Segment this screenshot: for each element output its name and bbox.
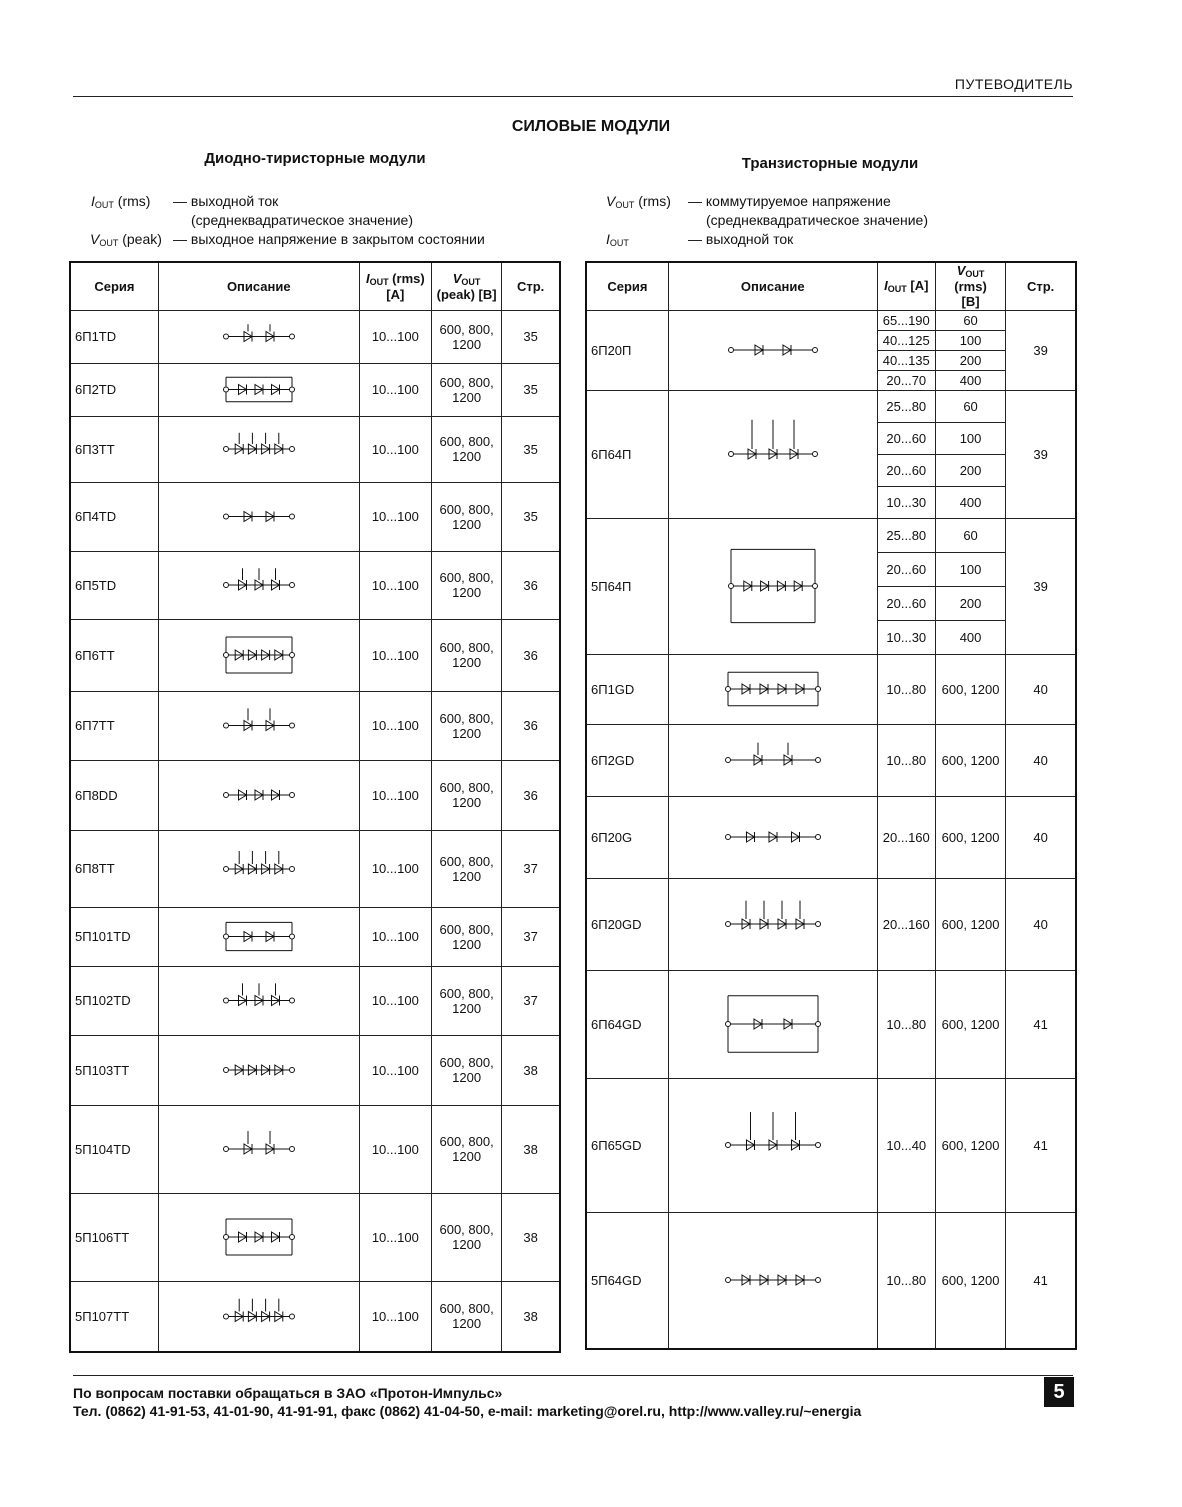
- series-cell: 6П2GD: [586, 724, 668, 796]
- series-cell: 6П20G: [586, 796, 668, 878]
- description-cell: [668, 310, 877, 390]
- footer: [73, 1375, 1073, 1420]
- vout-cell: 600, 800, 1200: [431, 363, 501, 416]
- vout-cell: 60: [935, 390, 1005, 422]
- vout-cell: 600, 800, 1200: [431, 1281, 501, 1352]
- description-cell: [668, 518, 877, 654]
- table-row: [586, 1212, 1076, 1349]
- page-cell: 39: [1006, 518, 1076, 654]
- vout-cell: 600, 800, 1200: [431, 1105, 501, 1193]
- description-cell: [158, 1281, 359, 1352]
- col-vout: $V_{OUT}$ (peak) [В]: [431, 262, 501, 310]
- table-row: [586, 654, 1076, 724]
- mosfet-half-bridge-schematic-icon: [669, 397, 877, 511]
- col-iout: $I_{OUT}$ (rms) [A]: [359, 262, 431, 310]
- iout-cell: 10...100: [359, 619, 431, 691]
- table-row: [586, 796, 1076, 878]
- iout-cell: 10...100: [359, 830, 431, 907]
- table-row: [586, 970, 1076, 1078]
- optocoupled-bridge-schematic-icon: [159, 1207, 359, 1267]
- page-cell: 40: [1006, 796, 1076, 878]
- description-cell: [668, 1078, 877, 1212]
- vout-cell: 600, 800, 1200: [431, 907, 501, 966]
- iout-cell: 10...30: [877, 620, 935, 654]
- table-row: [70, 482, 560, 551]
- optocoupled-schematic-icon: [159, 1041, 359, 1099]
- vout-cell: 600, 800, 1200: [431, 1193, 501, 1281]
- series-cell: 5П106TT: [70, 1193, 158, 1281]
- left-legend: $I_{OUT}$ (rms) — выходной ток (среднеквадратическое значение) $V_{OUT}$ (peak) — выходное напряжение в закрытом состоянии: [90, 193, 485, 248]
- col-description: Описание: [158, 262, 359, 310]
- series-cell: 6П6TT: [70, 619, 158, 691]
- description-cell: [158, 310, 359, 363]
- iout-cell: 65...190: [877, 310, 935, 330]
- iout-cell: 40...125: [877, 330, 935, 350]
- description-cell: [668, 970, 877, 1078]
- table-row: [70, 1281, 560, 1352]
- iout-cell: 20...160: [877, 878, 935, 970]
- series-cell: 6П8DD: [70, 760, 158, 830]
- bridge-schematic-icon: [159, 557, 359, 613]
- table-header-row: [586, 262, 1076, 310]
- series-cell: 5П64П: [586, 518, 668, 654]
- page-cell: 36: [502, 551, 560, 619]
- page-title: СИЛОВЫЕ МОДУЛИ: [511, 118, 671, 135]
- diode-thyristor-schematic-icon: [159, 316, 359, 357]
- page-cell: 35: [502, 482, 560, 551]
- page-number: 5: [1044, 1377, 1074, 1407]
- vout-cell: 100: [935, 422, 1005, 454]
- iout-cell: 10...30: [877, 486, 935, 518]
- page-cell: 38: [502, 1105, 560, 1193]
- description-cell: [158, 482, 359, 551]
- iout-cell: 10...80: [877, 1212, 935, 1349]
- page-cell: 38: [502, 1193, 560, 1281]
- vout-cell: 400: [935, 620, 1005, 654]
- series-cell: 6П5TD: [70, 551, 158, 619]
- vout-cell: 600, 800, 1200: [431, 1035, 501, 1105]
- table-row: [70, 907, 560, 966]
- description-cell: [668, 1212, 877, 1349]
- iout-cell: 10...100: [359, 760, 431, 830]
- iout-cell: 10...100: [359, 907, 431, 966]
- series-cell: 6П3TT: [70, 416, 158, 482]
- iout-cell: 10...100: [359, 363, 431, 416]
- vout-cell: 600, 800, 1200: [431, 691, 501, 760]
- page-cell: 36: [502, 691, 560, 760]
- vout-cell: 600, 1200: [935, 878, 1005, 970]
- vout-cell: 600, 800, 1200: [431, 830, 501, 907]
- series-cell: 5П104TD: [70, 1105, 158, 1193]
- series-cell: 5П101TD: [70, 907, 158, 966]
- vout-cell: 60: [935, 310, 1005, 330]
- optocoupled-three-phase-schematic-icon: [159, 1287, 359, 1346]
- iout-cell: 20...60: [877, 422, 935, 454]
- page-cell: 38: [502, 1035, 560, 1105]
- page-header: [73, 74, 1073, 97]
- iout-cell: 10...80: [877, 654, 935, 724]
- footer-phones: Тел. (0862) 41-91-53, 41-01-90, 41-91-91, факс (0862) 41-04-50, e-mail: marketing@orel.ru, http://www.valley.ru/~energia: [73, 1403, 862, 1419]
- series-cell: 6П64П: [586, 390, 668, 518]
- optocoupled-bridge-schematic-icon: [159, 1119, 359, 1179]
- iout-cell: 10...40: [877, 1078, 935, 1212]
- table-row: [70, 1035, 560, 1105]
- description-cell: [668, 724, 877, 796]
- series-cell: 6П65GD: [586, 1078, 668, 1212]
- description-cell: [668, 878, 877, 970]
- description-cell: [158, 907, 359, 966]
- right-subtitle: Транзисторные модули: [741, 155, 919, 172]
- iout-cell: 10...100: [359, 1281, 431, 1352]
- description-cell: [158, 691, 359, 760]
- table-row: [586, 390, 1076, 422]
- table-row: [586, 878, 1076, 970]
- description-cell: [158, 363, 359, 416]
- driver-mosfet-schematic-icon: [669, 525, 877, 647]
- series-cell: 6П1GD: [586, 654, 668, 724]
- table-row: [70, 691, 560, 760]
- igbt-three-phase-schematic-icon: [669, 1090, 877, 1200]
- igbt-diode-schematic-icon: [669, 731, 877, 789]
- page-cell: 38: [502, 1281, 560, 1352]
- series-cell: 6П2TD: [70, 363, 158, 416]
- vout-cell: 600, 1200: [935, 970, 1005, 1078]
- series-cell: 6П8TT: [70, 830, 158, 907]
- table-row: [586, 1078, 1076, 1212]
- vout-cell: 600, 800, 1200: [431, 760, 501, 830]
- series-cell: 5П107TT: [70, 1281, 158, 1352]
- series-cell: 6П1TD: [70, 310, 158, 363]
- series-cell: 5П103TT: [70, 1035, 158, 1105]
- table-row: [70, 830, 560, 907]
- section-label: ПУТЕВОДИТЕЛЬ: [954, 76, 1073, 92]
- description-cell: [158, 551, 359, 619]
- page-cell: 39: [1006, 390, 1076, 518]
- vout-cell: 600, 800, 1200: [431, 966, 501, 1035]
- description-cell: [158, 1105, 359, 1193]
- iout-cell: 20...60: [877, 454, 935, 486]
- table-row: [70, 619, 560, 691]
- vout-cell: 200: [935, 454, 1005, 486]
- iout-cell: 10...100: [359, 1035, 431, 1105]
- page-cell: 36: [502, 760, 560, 830]
- series-cell: 5П64GD: [586, 1212, 668, 1349]
- igbt-diode-schematic-icon: [669, 661, 877, 717]
- igbt-schematic-icon: [669, 803, 877, 871]
- table-row: [586, 310, 1076, 330]
- table-row: [70, 363, 560, 416]
- table-row: [70, 760, 560, 830]
- series-cell: 6П7TT: [70, 691, 158, 760]
- vout-cell: 60: [935, 518, 1005, 552]
- vout-cell: 600, 800, 1200: [431, 619, 501, 691]
- driver-igbt-schematic-icon: [669, 1225, 877, 1335]
- description-cell: [158, 760, 359, 830]
- col-vout: $V_{OUT}$ (rms) [В]: [935, 262, 1005, 310]
- page-cell: 35: [502, 416, 560, 482]
- mosfet-schematic-icon: [669, 317, 877, 383]
- transistor-table: [585, 261, 1077, 1350]
- page-cell: 35: [502, 363, 560, 416]
- three-phase-bridge-schematic-icon: [159, 839, 359, 899]
- iout-cell: 10...80: [877, 724, 935, 796]
- iout-cell: 25...80: [877, 518, 935, 552]
- vout-cell: 200: [935, 586, 1005, 620]
- optocoupled-schematic-icon: [159, 913, 359, 960]
- thyristor-pair-schematic-icon: [159, 422, 359, 476]
- page-cell: 41: [1006, 1078, 1076, 1212]
- vout-cell: 600, 1200: [935, 654, 1005, 724]
- description-cell: [158, 966, 359, 1035]
- vout-cell: 400: [935, 370, 1005, 390]
- iout-cell: 20...70: [877, 370, 935, 390]
- series-cell: 5П102TD: [70, 966, 158, 1035]
- col-series: Серия: [70, 262, 158, 310]
- col-iout: $I_{OUT}$ [A]: [877, 262, 935, 310]
- description-cell: [668, 654, 877, 724]
- optocoupled-schematic-icon: [159, 972, 359, 1029]
- page-cell: 37: [502, 907, 560, 966]
- iout-cell: 10...80: [877, 970, 935, 1078]
- table-row: [70, 310, 560, 363]
- iout-cell: 10...100: [359, 1105, 431, 1193]
- iout-cell: 20...60: [877, 586, 935, 620]
- iout-cell: 10...100: [359, 482, 431, 551]
- bridge-schematic-icon: [159, 625, 359, 685]
- three-phase-thyristor-schematic-icon: [159, 697, 359, 754]
- vout-cell: 200: [935, 350, 1005, 370]
- diode-thyristor-table: [69, 261, 561, 1353]
- vout-cell: 100: [935, 552, 1005, 586]
- vout-cell: 600, 1200: [935, 1212, 1005, 1349]
- col-page: Стр.: [502, 262, 560, 310]
- iout-cell: 10...100: [359, 691, 431, 760]
- page-cell: 41: [1006, 970, 1076, 1078]
- table-row: [70, 1105, 560, 1193]
- description-cell: [158, 619, 359, 691]
- table-row: [70, 416, 560, 482]
- table-row: [70, 551, 560, 619]
- table-row: [586, 724, 1076, 796]
- iout-cell: 10...100: [359, 966, 431, 1035]
- series-cell: 6П20GD: [586, 878, 668, 970]
- table-row: [70, 966, 560, 1035]
- igbt-diode-schematic-icon: [669, 885, 877, 963]
- col-page: Стр.: [1006, 262, 1076, 310]
- page-cell: 39: [1006, 310, 1076, 390]
- series-cell: 6П4TD: [70, 482, 158, 551]
- vout-cell: 600, 1200: [935, 796, 1005, 878]
- page-cell: 37: [502, 830, 560, 907]
- iout-cell: 20...160: [877, 796, 935, 878]
- vout-cell: 600, 1200: [935, 1078, 1005, 1212]
- page-cell: 40: [1006, 654, 1076, 724]
- iout-cell: 10...100: [359, 416, 431, 482]
- description-cell: [668, 390, 877, 518]
- table-row: [586, 518, 1076, 552]
- description-cell: [158, 416, 359, 482]
- iout-cell: 25...80: [877, 390, 935, 422]
- col-series: Серия: [586, 262, 668, 310]
- table-header-row: [70, 262, 560, 310]
- iout-cell: 40...135: [877, 350, 935, 370]
- diode-thyristor-schematic-icon: [159, 369, 359, 410]
- footer-contact: По вопросам поставки обращаться в ЗАО «Протон-Импульс»: [73, 1385, 503, 1401]
- vout-cell: 100: [935, 330, 1005, 350]
- series-cell: 6П64GD: [586, 970, 668, 1078]
- igbt-half-bridge-schematic-icon: [669, 977, 877, 1071]
- bridge-schematic-icon: [159, 488, 359, 545]
- col-description: Описание: [668, 262, 877, 310]
- description-cell: [158, 1035, 359, 1105]
- page-cell: 40: [1006, 878, 1076, 970]
- iout-cell: 10...100: [359, 310, 431, 363]
- vout-cell: 600, 800, 1200: [431, 416, 501, 482]
- vout-cell: 600, 1200: [935, 724, 1005, 796]
- vout-cell: 600, 800, 1200: [431, 551, 501, 619]
- series-cell: 6П20П: [586, 310, 668, 390]
- description-cell: [158, 830, 359, 907]
- vout-cell: 600, 800, 1200: [431, 310, 501, 363]
- right-legend: $V_{OUT}$ (rms) — коммутируемое напряжение (среднеквадратическое значение) $I_{OUT}$ — выходной ток: [606, 193, 929, 248]
- iout-cell: 20...60: [877, 552, 935, 586]
- page-cell: 41: [1006, 1212, 1076, 1349]
- page-cell: 36: [502, 619, 560, 691]
- iout-cell: 10...100: [359, 1193, 431, 1281]
- page-cell: 35: [502, 310, 560, 363]
- three-phase-bridge-schematic-icon: [159, 766, 359, 824]
- table-row: [70, 1193, 560, 1281]
- vout-cell: 400: [935, 486, 1005, 518]
- description-cell: [668, 796, 877, 878]
- page-cell: 37: [502, 966, 560, 1035]
- vout-cell: 600, 800, 1200: [431, 482, 501, 551]
- left-subtitle: Диодно-тиристорные модули: [204, 150, 426, 167]
- iout-cell: 10...100: [359, 551, 431, 619]
- description-cell: [158, 1193, 359, 1281]
- page-cell: 40: [1006, 724, 1076, 796]
